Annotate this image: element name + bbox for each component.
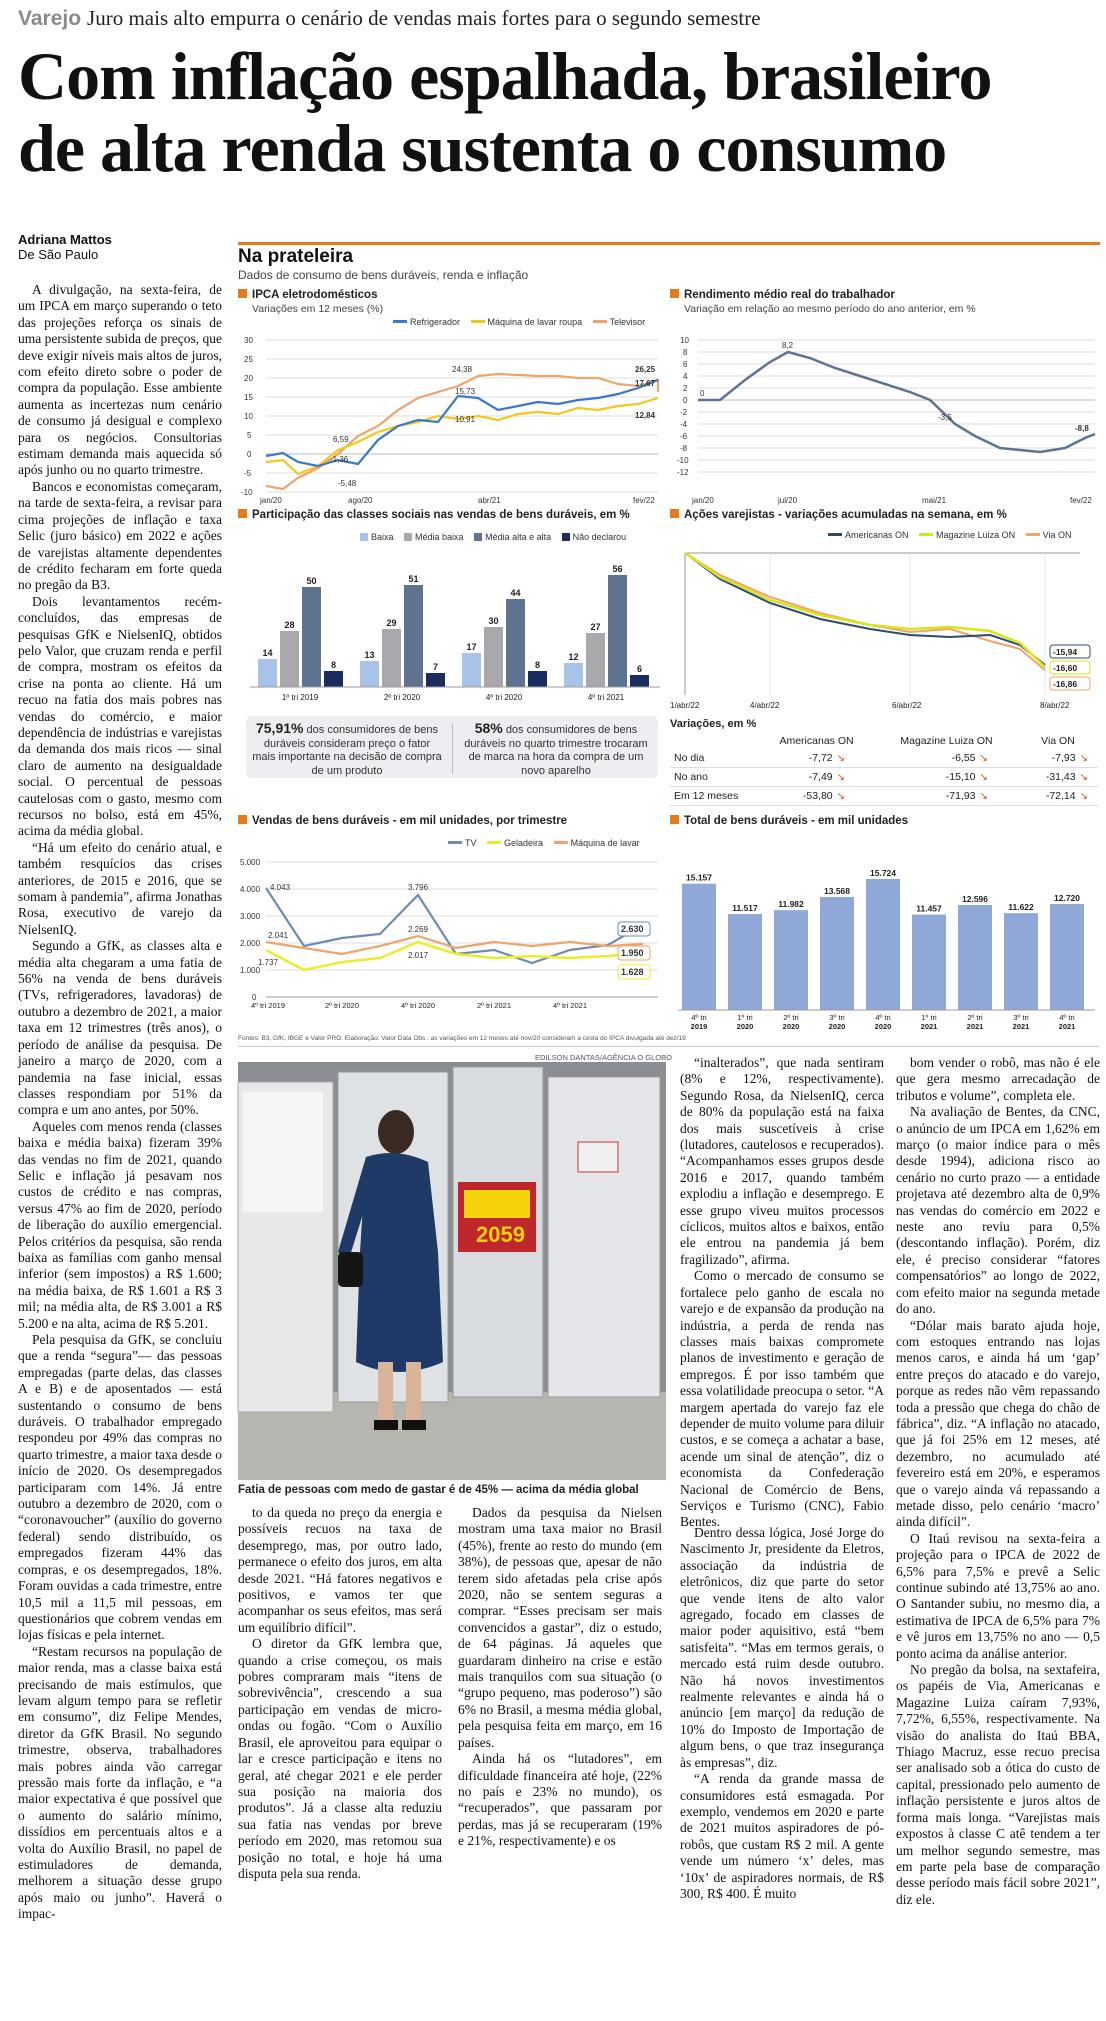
- classes-bar-label: 51: [408, 574, 419, 584]
- table-cell: -7,93 ↘: [1018, 749, 1098, 768]
- article-column-3-top: [680, 1055, 884, 1530]
- acoes-americanas-line: [685, 553, 1045, 665]
- table-cell: -7,49 ↘: [758, 768, 875, 787]
- classes-bar: [280, 631, 299, 687]
- acoes-title: Ações varejistas - variações acumuladas na semana, em %: [670, 509, 1007, 521]
- headline: [18, 40, 1098, 184]
- total-bar-label: 12.596: [962, 894, 988, 905]
- ipca-label: 12,84: [635, 411, 656, 420]
- x-tick: fev/22: [633, 496, 655, 505]
- total-bar-label: 13.568: [824, 885, 850, 896]
- woman-leg: [406, 1362, 421, 1422]
- ipca-legend: Refrigerador Máquina de lavar roupa Televisor: [385, 317, 645, 327]
- x-tick: 4º tri: [1059, 1013, 1075, 1022]
- paragraph: Ainda há os “lutadores”, em dificuldade financeira até hoje, (22% no país e 23% no mundo), os “recuperados”, que passaram por perdas, mas já se recuperaram (19% e 21%, respectivamente) e os: [458, 1751, 662, 1849]
- classes-chart: [250, 545, 660, 707]
- vendas-chart: [238, 850, 663, 1030]
- acoes-legend: Americanas ON Magazine Luiza ON Via ON: [820, 530, 1071, 540]
- callout-text: dos consumidores de bens duráveis no quarto trimestre trocaram de marca na hora da compra de um novo aparelho: [464, 724, 648, 777]
- y-tick: -4: [680, 420, 688, 429]
- photo-caption: Fatia de pessoas com medo de gastar é de 45% — acima da média global: [238, 1484, 639, 1496]
- paragraph: O Itaú revisou na sexta-feira a projeção para o IPCA de 2022 de 6,5% para 7,5% e prevê a Selic continue subindo até 13,75% ao ano. O Santander subiu, no mesmo dia, a estimativa de IPCA de 6,5% para 7% e vê juros em 13,75% no ano — 0,5 ponto acima da análise anterior.: [896, 1530, 1100, 1661]
- ipca-label: 24,38: [452, 365, 473, 374]
- row-label: No dia: [670, 749, 758, 768]
- table-cell: -15,10 ↘: [875, 768, 1018, 787]
- rendimento-label: 0: [700, 389, 705, 398]
- classes-bar-label: 17: [466, 642, 477, 652]
- infobox-bottom-rule: [238, 1046, 1100, 1047]
- vendas-label: 1.628: [621, 967, 644, 977]
- ipca-label: 6,59: [333, 435, 349, 444]
- shoe: [374, 1420, 398, 1430]
- ipca-label: 17,67: [635, 379, 656, 388]
- table-row: [670, 749, 1098, 768]
- rendimento-subtitle: Variação em relação ao mesmo período do ano anterior, em %: [684, 303, 976, 315]
- section-label: Varejo: [18, 7, 82, 30]
- rendimento-title: Rendimento médio real do trabalhador: [670, 289, 895, 301]
- down-arrow-icon: ↘: [1079, 753, 1088, 764]
- classes-bar-label: 28: [284, 620, 295, 630]
- article-column-1: [18, 282, 222, 2012]
- paragraph: to da queda no preço da energia e possíveis recuos na taxa de desemprego, mas, por outro lado, permanece o efeito dos juros, em alta desde 2021. “Há fatores negativos e positivos, e vamos ter que acompanhar os seus efeitos, mas será um equilíbrio difícil”.: [238, 1505, 442, 1635]
- callout-value: 58%: [474, 720, 503, 736]
- x-tick: 2º tri 2021: [476, 1001, 512, 1010]
- photo-credit: EDILSON DANTAS/AGÊNCIA O GLOBO: [535, 1053, 672, 1062]
- total-bar-label: 11.517: [732, 903, 758, 914]
- price-tag-yellow: [464, 1190, 530, 1218]
- paragraph: Dentro dessa lógica, José Jorge do Nascimento Jr, presidente da Eletros, associação da indústria de eletrônicos, diz que parte do setor que vende itens de alto valor agregado, focado em classes de maior poder aquisitivo, está “bem satisfeita”. “Mas em termos gerais, o mercado está ruim desde outubro. Não há novos investimentos realmente relevantes e ainda há o anúncio [em março] da redução de 10% do Imposto de Importação de algum bens, o que traz insegurança às empresas”, diz.: [680, 1525, 884, 1770]
- classes-bar: [586, 633, 605, 687]
- y-tick: 10: [244, 412, 253, 421]
- photo: [238, 1062, 666, 1480]
- vendas-label: 2.269: [408, 925, 429, 934]
- y-tick: 0: [252, 993, 257, 1002]
- x-tick-year: 2021: [920, 1022, 938, 1031]
- total-chart: [670, 842, 1100, 1032]
- callout-divider: [452, 724, 453, 774]
- y-tick: 4: [683, 372, 688, 381]
- y-tick: 6: [683, 360, 688, 369]
- x-tick: jan/20: [692, 496, 714, 505]
- total-bar: [1050, 904, 1084, 1010]
- x-tick: 2º tri 2020: [383, 693, 421, 702]
- x-tick: 3º tri: [1013, 1013, 1029, 1022]
- callout-text: dos consumidores de bens duráveis consideram preço o fator mais importante na decisão de compra de um produto: [252, 724, 442, 777]
- classes-bar-label: 8: [330, 660, 337, 670]
- paragraph: Bancos e economistas começaram, na tarde de sexta-feira, a revisar para cima projeções de inflação e taxa Selic (juro básico) em 2022 e ações de varejistas altamente dependentes de crédito fecharam em forte queda no pregão da B3.: [18, 478, 222, 593]
- paragraph: No pregão da bolsa, na sextafeira, os papéis de Via, Americanas e Magazine Luiza caíram 7,93%, 7,72%, 6,55%, respectivamente. Na visão do analista do Itaú BBA, Thiago Macruz, esse recuo precisa ser analisado sob a ótica do custo de capital, pressionado pelo aumento de inflação persistente e juros altos de forma mais longa. “Varejistas mais expostos à classe C atê tendem a ter um melhor segundo semestre, mas em parte pela base de comparação desse período mais fácil sobre 2021”, diz ele.: [896, 1662, 1100, 1907]
- total-bar-label: 11.457: [916, 903, 942, 914]
- x-tick: 1/abr/22: [670, 701, 700, 710]
- vendas-label: 3.796: [408, 883, 429, 892]
- classes-bar: [528, 671, 547, 687]
- classes-bar-label: 50: [306, 576, 317, 586]
- x-tick: 6/abr/22: [892, 701, 922, 710]
- callout-2: [460, 722, 652, 778]
- article-column-3: [458, 1505, 662, 2005]
- paragraph: “A renda da grande massa de consumidores está esmagada. Por exemplo, vendemos em 2020 e parte de 2021 muitos aspiradores de pó-robôs, que custam R$ 2 mil. A gente vende um número ‘x’ deles, mas ‘10x’ de aspiradores normais, de R$ 300, R$ 400. É muito: [680, 1771, 884, 1901]
- price-tag-small: [578, 1142, 618, 1172]
- classes-bar-label: 6: [636, 664, 643, 674]
- classes-bar: [360, 661, 379, 687]
- y-tick: -10: [677, 456, 689, 465]
- classes-bar: [484, 627, 503, 687]
- handbag: [338, 1252, 363, 1287]
- vendas-label: 2.041: [268, 931, 289, 940]
- x-tick: 4º tri 2019: [250, 1001, 286, 1010]
- down-arrow-icon: ↘: [979, 772, 988, 783]
- infobox-sources: Fontes: B3, GfK, IBGE e Valor PRO. Elaboração: Valor Data Obs.: as variações em 12 meses até nov/20 consideram a cesta do IPCA divulgada até dez/19: [238, 1035, 686, 1042]
- ipca-chart: [238, 328, 663, 505]
- acoes-magalu-line: [685, 553, 1045, 667]
- x-tick: 4º tri 2021: [587, 693, 625, 702]
- x-tick-year: 2020: [874, 1022, 892, 1031]
- classes-bar: [258, 659, 277, 687]
- ipca-x-axis: [259, 496, 655, 505]
- paragraph: A divulgação, na sexta-feira, de um IPCA em março superando o teto das projeções reforça os sinais de uma persistente subida de preços, que deve exigir níveis mais altos de juros, com efeito direto sobre o poder de compra da população. Esse ambiente aumenta as incertezas num cenário de consumo já desigual e complexo para os negócios. Consultorias estimam demanda mais aquecida só após junho ou no quarto trimestre.: [18, 282, 222, 478]
- classes-bar-label: 13: [364, 650, 375, 660]
- x-tick: 3º tri: [829, 1013, 845, 1022]
- headline-line-2: de alta renda sustenta o consumo: [18, 110, 947, 186]
- vendas-geladeira-line: [266, 942, 643, 970]
- x-tick: 4/abr/22: [750, 701, 780, 710]
- classes-bar-label: 44: [510, 588, 521, 598]
- woman-leg: [378, 1362, 393, 1422]
- callout-value: 75,91%: [255, 720, 304, 736]
- total-bar-label: 11.622: [1008, 902, 1034, 913]
- y-tick: 25: [244, 355, 253, 364]
- acoes-label: -16,86: [1053, 679, 1078, 689]
- table-header-row: [670, 733, 1098, 749]
- classes-bar: [608, 575, 627, 687]
- vendas-label: 4.043: [270, 883, 291, 892]
- paragraph: Dados da pesquisa da Nielsen mostram uma taxa maior no Brasil (45%), frente ao resto do mundo (em 38%), de pessoas que, apesar de não terem sido afetadas pela crise após 2020, não se sentem seguras a comprar. “Esses precisam ser mais convencidos a gastar”, diz o estudo, de 64 páginas. Já aqueles que guardaram dinheiro na crise e estão mais tranquilos com sua situação (o “grupo pequeno, mas poderoso”) são 6% no Brasil, a mesma média global, pela pesquisa feita em março, em 16 países.: [458, 1505, 662, 1750]
- x-tick: 2º tri 2020: [324, 1001, 360, 1010]
- y-tick: -8: [680, 444, 688, 453]
- ipca-subtitle: Variações em 12 meses (%): [252, 303, 384, 315]
- x-tick: jul/20: [778, 496, 798, 505]
- table-header: [670, 733, 758, 749]
- y-tick: 4.000: [240, 885, 261, 894]
- ipca-label: -5,48: [338, 479, 357, 488]
- y-tick: 20: [244, 374, 253, 383]
- table-row: [670, 768, 1098, 787]
- table-cell: -7,72 ↘: [758, 749, 875, 768]
- x-tick-year: 2020: [736, 1022, 754, 1031]
- x-tick: 4º tri 2020: [400, 1001, 436, 1010]
- x-tick-year: 2020: [828, 1022, 846, 1031]
- classes-bar-label: 7: [432, 662, 439, 672]
- table-header: Magazine Luiza ON: [900, 735, 993, 747]
- x-tick: 1º tri: [921, 1013, 937, 1022]
- vendas-label: 2.017: [408, 951, 429, 960]
- article-column-4: [680, 1525, 884, 2005]
- ipca-title: IPCA eletrodomésticos: [238, 289, 377, 301]
- total-bar: [866, 879, 900, 1010]
- ipca-label: 26,25: [635, 365, 656, 374]
- x-tick-year: 2019: [690, 1022, 708, 1031]
- paragraph: Na avaliação de Bentes, da CNC, o anúncio de um IPCA em 1,62% em março (o maior índice para o mês desde 1994), adiciona risco ao cenário no curto prazo — a entidade projetava até dezembro alta de 0,9% nas vendas do comércio em 2022 e neste ano reviu para 0,5% (descontando inflação). Porém, diz ele, é preciso considerar “fatores compensatórios” ao longo de 2022, com efeito maior na segunda metade do ano.: [896, 1104, 1100, 1317]
- classes-bar-label: 8: [534, 660, 541, 670]
- total-bar-label: 15.724: [870, 867, 896, 878]
- classes-bar-label: 14: [262, 648, 273, 658]
- rendimento-label: -3,5: [938, 413, 952, 422]
- x-tick: abr/21: [478, 496, 501, 505]
- y-tick: 5: [247, 431, 252, 440]
- down-arrow-icon: ↘: [1079, 791, 1088, 802]
- classes-bar: [506, 599, 525, 687]
- rendimento-label: 8,2: [782, 341, 794, 350]
- paragraph: “Há um efeito do cenário atual, e também resquícios das crises anteriores, de 2015 e 2016, que se somam à pandemia”, afirma Jonathas Rosa, executivo de varejo da NielsenIQ.: [18, 839, 222, 937]
- x-tick: 4º tri 2021: [552, 1001, 588, 1010]
- classes-bar: [426, 673, 445, 687]
- paragraph: Dois levantamentos recém-concluídos, das empresas de pesquisas GfK e NielsenIQ, obtidos pelo Valor, que cruzam renda e perfil de compra, mostram os efeitos da crise na ponta ao cliente. Há um recuo na fatia dos mais pobres nas vendas do comércio, e maior dependência de indústrias e varejistas da demanda dos mais ricos — sinal claro de aumento na desigualdade social. O percentual de pessoas cautelosas com o gasto, mesmo com recursos no bolso, está em 45%, acima da média global.: [18, 593, 222, 839]
- table-cell: -53,80 ↘: [758, 787, 875, 806]
- x-tick: ago/20: [348, 496, 373, 505]
- x-tick: 2º tri: [783, 1013, 799, 1022]
- rendimento-chart: [670, 328, 1100, 505]
- y-tick: -10: [241, 488, 253, 497]
- headline-line-1: Com inflação espalhada, brasileiro: [18, 38, 992, 114]
- paragraph: bom vender o robô, mas não é ele que gera mesmo arrecadação de tributos e volume”, completa ele.: [896, 1055, 1100, 1103]
- fridge-left-door: [243, 1092, 323, 1212]
- x-tick-year: 2021: [1058, 1022, 1076, 1031]
- classes-bar: [630, 675, 649, 687]
- total-bar-label: 11.982: [778, 899, 804, 910]
- total-bar: [820, 897, 854, 1010]
- row-label: No ano: [670, 768, 758, 787]
- paragraph: O diretor da GfK lembra que, quando a crise começou, os mais pobres compraram mais “itens de sobrevivência”, crescendo a sua participação em vendas de micro-ondas ou fogão. “Com o Auxílio Brasil, ele aproveitou para equipar o lar e cresce participação e itens no geral, até chegar 2021 e ele perder sua posição na maioria dos produtos”. Já a classe alta reduziu sua fatia nas vendas por breve período em 2020, mas retomou sua posição no total, e hoje há uma disputa pela sua renda.: [238, 1636, 442, 1881]
- variacoes-title: Variações, em %: [670, 718, 757, 730]
- classes-bar-label: 12: [568, 652, 579, 662]
- x-tick: 2º tri: [967, 1013, 983, 1022]
- classes-legend: Baixa Média baixa Média alta e alta Não declarou: [352, 532, 626, 542]
- x-tick-year: 2020: [782, 1022, 800, 1031]
- ipca-label: 10,91: [455, 415, 476, 424]
- classes-bar: [564, 663, 583, 687]
- x-tick: fev/22: [1070, 496, 1092, 505]
- x-tick: mai/21: [922, 496, 947, 505]
- y-tick: -5: [244, 469, 252, 478]
- table-header: Via ON: [1041, 735, 1075, 747]
- rendimento-line: [698, 352, 1095, 452]
- y-tick: 2: [683, 384, 688, 393]
- classes-title: Participação das classes sociais nas vendas de bens duráveis, em %: [238, 509, 630, 521]
- y-tick: -2: [680, 408, 688, 417]
- x-tick: 8/abr/22: [1040, 701, 1070, 710]
- shoe: [402, 1420, 426, 1430]
- vendas-label: 1.950: [621, 948, 644, 958]
- y-tick: 0: [247, 450, 252, 459]
- vendas-title: Vendas de bens duráveis - em mil unidades, por trimestre: [238, 815, 567, 827]
- classes-bar: [404, 585, 423, 687]
- total-bar: [912, 915, 946, 1010]
- paragraph: Aqueles com menos renda (classes baixa e média baixa) fizeram 39% das vendas no fim de 2021, quando Selic e inflação já pesavam nos custos de crédito e nas compras, versus 47% ao fim de 2020, período de liberação do auxílio emergencial. Pelos critérios da pesquisa, são renda baixa as famílias com ganho mensal inferior (sem impostos) a R$ 1.600; na média baixa, de R$ 1.601 a R$ 3 mil; na média alta, de R$ 3.001 a R$ 5.200 e na alta, acima de R$ 5.201.: [18, 1118, 222, 1331]
- vendas-label: 2.630: [621, 924, 644, 934]
- y-tick: 8: [683, 348, 688, 357]
- total-bar: [728, 914, 762, 1010]
- total-bar-label: 12.720: [1054, 893, 1080, 903]
- classes-bar-label: 30: [488, 616, 499, 626]
- total-title: Total de bens duráveis - em mil unidades: [670, 815, 908, 827]
- author-name: Adriana Mattos: [18, 232, 112, 247]
- x-tick: 4º tri: [691, 1013, 707, 1022]
- y-tick: -12: [677, 468, 689, 477]
- y-tick: 1.000: [240, 966, 261, 975]
- down-arrow-icon: ↘: [979, 753, 988, 764]
- table-cell: -71,93 ↘: [875, 787, 1018, 806]
- total-bar: [774, 910, 808, 1010]
- total-bar-label: 15.157: [686, 872, 712, 883]
- x-tick: jan/20: [260, 496, 282, 505]
- down-arrow-icon: ↘: [836, 772, 846, 783]
- paragraph: Pela pesquisa da GfK, se concluiu que a renda “segura”— das pessoas empregadas (parte delas, das classes A e B) e de aposentados — está sustentando o consumo de bens duráveis. O trabalhador empregado respondeu por 49% das compras no quarto trimestre, a maior taxa desde o início de 2020. Os desempregados participaram com 14%. Já entre outubro a dezembro de 2020, com o “coronavoucher” (auxílio do governo federal) sendo distribuído, os empregados fizeram 44% das compras, e os desempregados, 18%. Foram ouvidas a cada trimestre, entre 10,5 mil a 11,5 mil pessoas, em questionários que cobrem vendas em lojas físicas e pela internet.: [18, 1332, 222, 1643]
- classes-bar: [382, 629, 401, 687]
- table-cell: -6,55 ↘: [875, 749, 1018, 768]
- y-tick: 30: [244, 336, 253, 345]
- y-tick: 5.000: [240, 858, 261, 867]
- vendas-legend: TV Geladeira Máquina de lavar: [440, 838, 640, 848]
- table-cell: -72,14 ↘: [1018, 787, 1098, 806]
- article-column-5: [896, 1055, 1100, 2005]
- ipca-label: -1,36: [330, 455, 349, 464]
- x-tick: 1º tri: [737, 1013, 753, 1022]
- acoes-label: -16,60: [1053, 663, 1078, 673]
- paragraph: Segundo a GfK, as classes alta e média alta chegaram a uma fatia de 56% na venda de bens duráveis (TVs, refrigeradores, lavadoras) de outubro a dezembro de 2021, a maior taxa em 12 trimestres (três anos), o período de análise da pesquisa. De janeiro a março de 2020, com a pandemia na fase inicial, essas classes respondiam por 51% da compra e um ano antes, por 50%.: [18, 938, 222, 1118]
- classes-bar: [302, 587, 321, 687]
- y-tick: -6: [680, 432, 688, 441]
- ipca-label: 15,73: [455, 387, 476, 396]
- row-label: Em 12 meses: [670, 787, 758, 806]
- down-arrow-icon: ↘: [1079, 772, 1088, 783]
- author-location: De São Paulo: [18, 247, 99, 262]
- table-header: Americanas ON: [779, 735, 854, 747]
- byline: [18, 232, 112, 262]
- x-tick: 1º tri 2019: [281, 693, 319, 702]
- woman-head: [378, 1110, 414, 1154]
- y-tick: 0: [683, 396, 688, 405]
- paragraph: “Dólar mais barato ajuda hoje, com estoques entrando nas lojas menos caros, e ainda há um ‘gap’ entre preços do atacado e do varejo, porque as redes não vêm repassando toda a pressão que chega do chão de fábrica”, diz. “A inflação no atacado, que já foi 25% em 12 meses, até dezembro, no acumulado até fevereiro está em 20%, e esperamos que o varejo ainda vá repassando a metade disso, pelo cenário ‘macro’ ainda difícil”.: [896, 1317, 1100, 1530]
- infobox-subtitle: Dados de consumo de bens duráveis, renda e inflação: [238, 268, 529, 282]
- kicker: [18, 6, 761, 31]
- x-tick: 4º tri: [875, 1013, 891, 1022]
- paragraph: “inalterados”, que nada sentiram (8% e 12%, respectivamente). Segundo Rosa, da NielsenIQ, cerca de 80% da população está na faixa dos mais suscetíveis à crise (lutadores, cautelosos e recuperados). “Acompanhamos esses grupos desde 2016 e 2017, quando também explodiu a inflação e desemprego. E esse grupo viveu muitos processos cíclicos, muitos altos e baixos, então ele entrou na pandemia já bem fragilizado”, afirma.: [680, 1055, 884, 1267]
- paragraph: “Restam recursos na população de maior renda, mas a classe baixa está precisando de mais estímulos, que levam algum tempo para se refletir em consumo”, diz Felipe Mendes, diretor da GfK Brasil. No segundo trimestre, observa, trabalhadores mais pobres ainda vão carregar pressão mais forte da inflação, e “a maior expectativa é que possível que o aumento do salário mínimo, dissídios em percentuais altos e a volta do Auxílio Brasil, no papel de estimuladores de demanda, melhorem a situação desse grupo após maio ou junho”. Haverá o impac-: [18, 1643, 222, 1922]
- down-arrow-icon: ↘: [836, 791, 846, 802]
- paragraph: Como o mercado de consumo se fortalece pelo ganho de escala no varejo e de expansão da produção na indústria, a perda de renda nas classes mais baixas compromete planos de investimento e geração de empregos. É por isso também que essa volatilidade preocupa o setor. “A margem apertada do varejo faz ele depender de muito volume para diluir custos, e se começa a achatar a base, acende um sinal de atenção”, diz o economista da Confederação Nacional de Comércio de Bens, Serviços e Turismo (CNC), Fabio Bentes.: [680, 1268, 884, 1530]
- x-tick: 4º tri 2020: [485, 693, 523, 702]
- variacoes-table: [670, 733, 1098, 806]
- acoes-via-line: [685, 553, 1045, 670]
- y-tick: 2.000: [240, 939, 261, 948]
- fridge-right: [548, 1077, 660, 1397]
- price-text: 2059: [476, 1222, 525, 1247]
- total-bar: [1004, 913, 1038, 1010]
- y-tick: 10: [680, 336, 689, 345]
- classes-bar: [462, 653, 481, 687]
- classes-bar: [324, 671, 343, 687]
- y-tick: 15: [244, 393, 253, 402]
- callout-1: [252, 722, 442, 778]
- rendimento-label: -8,8: [1075, 424, 1089, 433]
- table-row: [670, 787, 1098, 806]
- classes-bar-label: 27: [590, 622, 601, 632]
- classes-bar-label: 29: [386, 618, 397, 628]
- down-arrow-icon: ↘: [836, 753, 846, 764]
- acoes-chart: [670, 545, 1100, 715]
- kicker-text: Juro mais alto empurra o cenário de vendas mais fortes para o segundo semestre: [87, 6, 761, 30]
- table-cell: -31,43 ↘: [1018, 768, 1098, 787]
- article-column-2: [238, 1505, 442, 2005]
- x-tick-year: 2021: [1012, 1022, 1030, 1031]
- classes-bar-label: 56: [612, 564, 623, 574]
- total-bar: [958, 905, 992, 1010]
- infobox-title: Na prateleira: [238, 246, 354, 267]
- infobox-rule: [238, 242, 1100, 245]
- total-bar: [682, 884, 716, 1010]
- acoes-label: -15,94: [1053, 647, 1078, 657]
- x-tick-year: 2021: [966, 1022, 984, 1031]
- vendas-label: 1.737: [258, 958, 279, 967]
- y-tick: 3.000: [240, 912, 261, 921]
- down-arrow-icon: ↘: [979, 791, 988, 802]
